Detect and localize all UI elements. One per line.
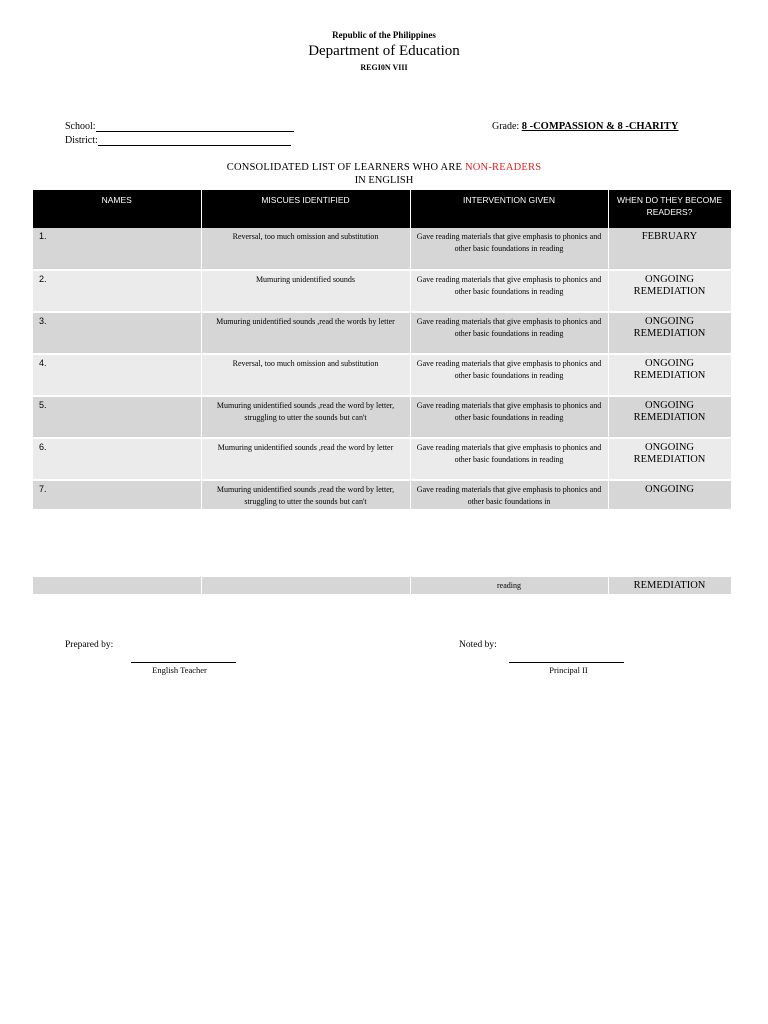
grade-field xyxy=(492,121,678,132)
cell-name: 1. xyxy=(33,228,201,270)
header-miscues: MISCUES IDENTIFIED xyxy=(201,190,410,228)
grade-label: Grade: xyxy=(492,121,520,132)
table-row xyxy=(33,228,731,270)
cell-when: REMEDIATION xyxy=(608,577,731,595)
cell-miscues xyxy=(201,577,410,595)
header-names: NAMES xyxy=(33,190,201,228)
cell-miscues: Reversal, too much omission and substitution xyxy=(201,228,410,270)
table-row xyxy=(33,270,731,312)
cell-when: ONGOING REMEDIATION xyxy=(608,438,731,480)
department-heading: Department of Education xyxy=(308,43,460,59)
cell-intervention: Gave reading materials that give emphasis to phonics and other basic foundations in reading xyxy=(410,438,608,480)
cell-when: ONGOING REMEDIATION xyxy=(608,396,731,438)
cell-when: FEBRUARY xyxy=(608,228,731,270)
cell-when: ONGOING REMEDIATION xyxy=(608,354,731,396)
list-title xyxy=(0,162,768,173)
cell-when: ONGOING xyxy=(608,480,731,510)
cell-miscues: Mumuring unidentified sounds xyxy=(201,270,410,312)
list-title-highlight: NON-READERS xyxy=(464,162,542,173)
noted-by-label: Noted by: xyxy=(459,640,497,650)
table-row xyxy=(33,312,731,354)
cell-miscues: Mumuring unidentified sounds ,read the words by letter xyxy=(201,312,410,354)
principal-signature-line xyxy=(509,662,624,663)
cell-miscues: Mumuring unidentified sounds ,read the word by letter xyxy=(201,438,410,480)
prepared-by-label: Prepared by: xyxy=(65,640,114,650)
list-title-prefix: CONSOLIDATED LIST OF LEARNERS WHO ARE xyxy=(226,162,465,173)
district-blank-line xyxy=(98,135,291,146)
school-label: School: xyxy=(65,121,96,132)
republic-heading: Republic of the Philippines xyxy=(332,30,436,40)
cell-name: 5. xyxy=(33,396,201,438)
cell-when: ONGOING REMEDIATION xyxy=(608,312,731,354)
district-label: District: xyxy=(65,135,98,146)
list-subtitle: IN ENGLISH xyxy=(354,175,414,186)
cell-miscues: Reversal, too much omission and substitution xyxy=(201,354,410,396)
header-when: WHEN DO THEY BECOME READERS? xyxy=(608,190,731,228)
teacher-signature-line xyxy=(131,662,236,663)
learners-table-continuation xyxy=(33,577,732,596)
school-blank-line xyxy=(96,121,294,132)
header-intervention: INTERVENTION GIVEN xyxy=(410,190,608,228)
cell-name: 7. xyxy=(33,480,201,510)
cell-name: 3. xyxy=(33,312,201,354)
table-row xyxy=(33,354,731,396)
cell-name: 2. xyxy=(33,270,201,312)
cell-when: ONGOING REMEDIATION xyxy=(608,270,731,312)
table-header-row xyxy=(33,190,731,228)
district-field xyxy=(65,135,291,146)
learners-table xyxy=(33,190,732,511)
table-row xyxy=(33,480,731,510)
cell-miscues: Mumuring unidentified sounds ,read the word by letter, struggling to utter the sounds but can't xyxy=(201,480,410,510)
teacher-title: English Teacher xyxy=(152,665,207,675)
cell-intervention: Gave reading materials that give emphasis to phonics and other basic foundations in reading xyxy=(410,270,608,312)
cell-intervention: Gave reading materials that give emphasis to phonics and other basic foundations in xyxy=(410,480,608,510)
grade-value: 8 -COMPASSION & 8 -CHARITY xyxy=(521,121,679,132)
cell-intervention: Gave reading materials that give emphasis to phonics and other basic foundations in reading xyxy=(410,354,608,396)
cell-intervention: Gave reading materials that give emphasis to phonics and other basic foundations in reading xyxy=(410,228,608,270)
cell-intervention: Gave reading materials that give emphasis to phonics and other basic foundations in reading xyxy=(410,396,608,438)
school-field xyxy=(65,121,294,132)
cell-intervention: reading xyxy=(410,577,608,595)
table-row xyxy=(33,396,731,438)
region-heading: REGI0N VIII xyxy=(360,63,408,72)
cell-miscues: Mumuring unidentified sounds ,read the word by letter, struggling to utter the sounds but can't xyxy=(201,396,410,438)
table-row xyxy=(33,577,731,595)
cell-name: 6. xyxy=(33,438,201,480)
cell-intervention: Gave reading materials that give emphasis to phonics and other basic foundations in reading xyxy=(410,312,608,354)
cell-name: 4. xyxy=(33,354,201,396)
cell-name xyxy=(33,577,201,595)
principal-title: Principal II xyxy=(549,665,588,675)
table-row xyxy=(33,438,731,480)
